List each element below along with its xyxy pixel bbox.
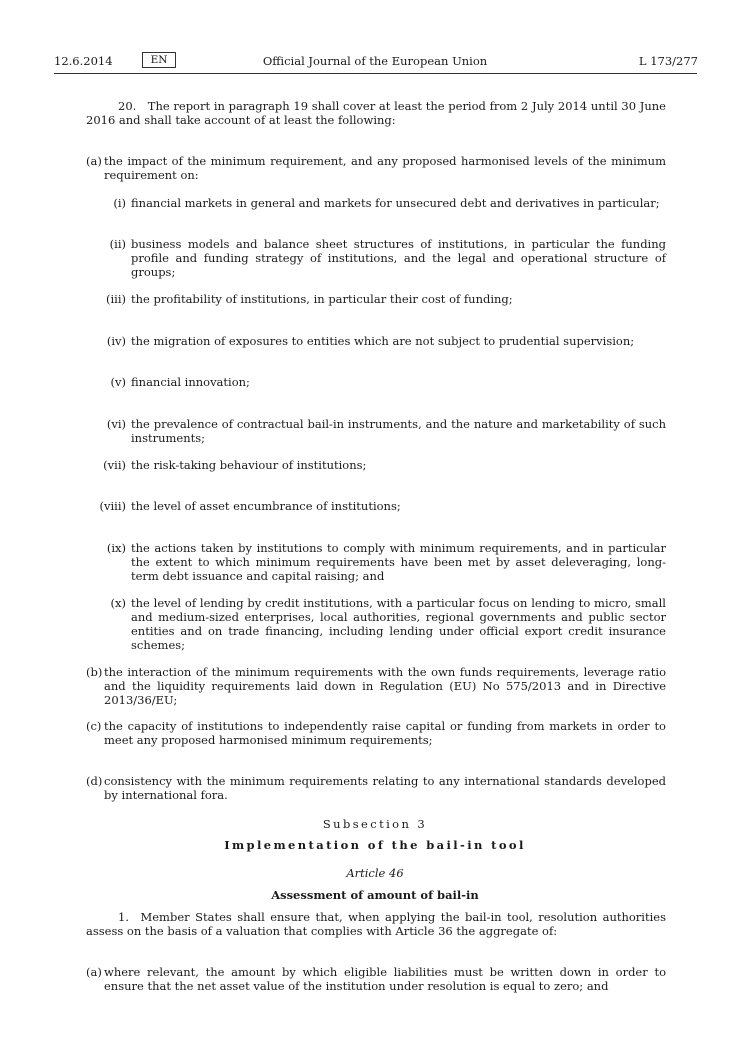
subitem-text: business models and balance sheet structures of institutions, in particular the funding profile and funding strategy of institutions, and the legal and operational structure of groups;	[131, 237, 666, 279]
item-label: (d)	[86, 774, 103, 788]
item-label: (b)	[86, 665, 103, 679]
subitem-label: (vii)	[103, 458, 126, 472]
subitem-label: (iii)	[105, 292, 126, 306]
subitem-label: (i)	[113, 196, 126, 210]
subitem-text: the migration of exposures to entities which are not subject to prudential supervision;	[131, 334, 635, 348]
subitem-label: (ix)	[106, 541, 126, 555]
subitem-label: (iv)	[106, 334, 126, 348]
item-text: the impact of the minimum requirement, and any proposed harmonised levels of the minimum requirement on:	[104, 154, 666, 182]
journal-title: Official Journal of the European Union	[262, 54, 488, 68]
language-badge: EN	[142, 52, 176, 68]
item-text: consistency with the minimum requirements relating to any international standards developed by international fora.	[104, 774, 666, 802]
subitem-text: financial markets in general and markets for unsecured debt and derivatives in particular;	[131, 196, 660, 210]
item-label: (c)	[86, 719, 102, 733]
paragraph-20: 20. The report in paragraph 19 shall cover at least the period from 2 July 2014 until 30 June 2016 and shall take account of at least the following:	[86, 99, 666, 127]
paragraph-1: 1. Member States shall ensure that, when applying the bail-in tool, resolution authorities assess on the basis of a valuation that complies with Article 36 the aggregate of:	[86, 910, 666, 938]
subitem-text: the risk-taking behaviour of institutions;	[131, 458, 367, 472]
subitem-text: the actions taken by institutions to comply with minimum requirements, and in particular the extent to which minimum requirements have been met by asset deleveraging, long-term debt issuance and capital raising; and	[131, 541, 666, 583]
subitem-text: the prevalence of contractual bail-in instruments, and the nature and marketability of such instruments;	[131, 417, 666, 445]
header-date: 12.6.2014	[54, 54, 113, 68]
subsection-number: Subsection 3	[322, 817, 428, 831]
subitem-label: (ii)	[109, 237, 126, 251]
subitem-label: (vi)	[106, 417, 126, 431]
subitem-label: (viii)	[99, 499, 126, 513]
item-text: the capacity of institutions to independently raise capital or funding from markets in order to meet any proposed harmonised minimum requirements;	[104, 719, 666, 747]
page-reference: L 173/277	[638, 54, 698, 68]
article-title: Assessment of amount of bail-in	[271, 888, 479, 902]
item-label: (a)	[86, 154, 102, 168]
subitem-text: the level of asset encumbrance of institutions;	[131, 499, 401, 513]
subitem-text: financial innovation;	[131, 375, 250, 389]
subitem-label: (x)	[110, 596, 126, 610]
item-text: where relevant, the amount by which eligible liabilities must be written down in order to ensure that the net asset value of the institution under resolution is equal to zero; and	[104, 965, 666, 993]
subitem-label: (v)	[110, 375, 126, 389]
subitem-text: the profitability of institutions, in particular their cost of funding;	[131, 292, 513, 306]
subitem-text: the level of lending by credit institutions, with a particular focus on lending to micro, small and medium-sized enterprises, local authorities, regional governments and public sector entities and on trade financing, including lending under official export credit insurance schemes;	[131, 596, 666, 652]
item-label: (a)	[86, 965, 102, 979]
article-number: Article 46	[346, 866, 404, 880]
item-text: the interaction of the minimum requirements with the own funds requirements, leverage ratio and the liquidity requirements laid down in Regulation (EU) No 575/2013 and in Directive 2013/36/EU;	[104, 665, 666, 707]
header-divider	[54, 73, 697, 74]
subsection-title: Implementation of the bail-in tool	[224, 838, 526, 852]
